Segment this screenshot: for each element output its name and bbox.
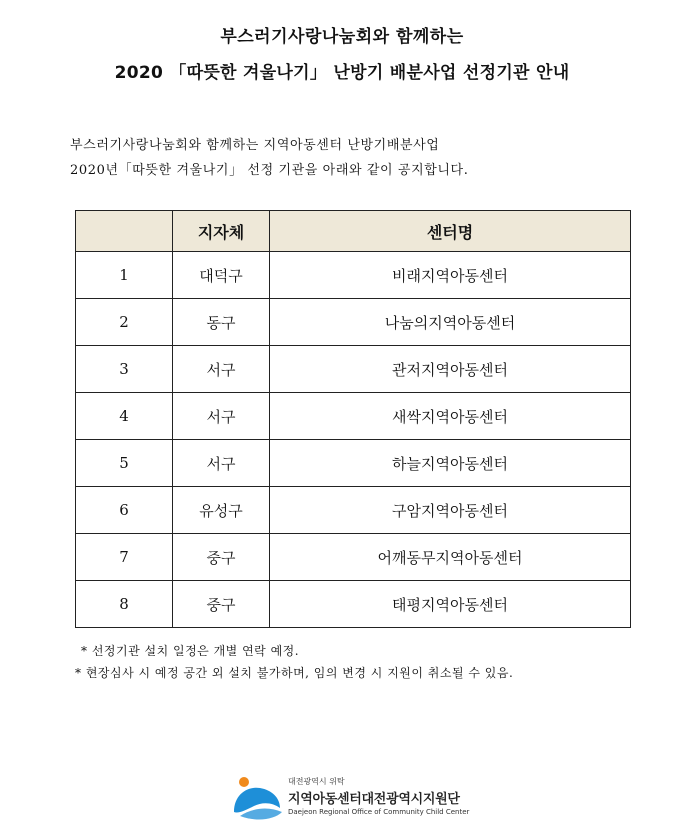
- cell-center-name: 관저지역아동센터: [270, 346, 631, 393]
- table-row: [76, 440, 631, 487]
- table-row: [76, 534, 631, 581]
- intro-line2: 2020년「따뜻한 겨울나기」 선정 기관을 아래와 같이 공지합니다.: [70, 163, 469, 178]
- cell-center-name: 어깨동무지역아동센터: [270, 534, 631, 581]
- header-district: 지자체: [173, 211, 270, 252]
- cell-number: 5: [76, 440, 173, 487]
- footnote-install-schedule: * 선정기관 설치 일정은 개별 연락 예정.: [81, 644, 300, 658]
- header-number: [76, 211, 173, 252]
- footnotes: [75, 640, 513, 684]
- document-title-line1: 부스러기사랑나눔회와 함께하는: [220, 27, 464, 47]
- table-row: [76, 487, 631, 534]
- cell-district: 동구: [173, 299, 270, 346]
- logo-emblem-icon: [230, 772, 286, 826]
- cell-number: 1: [76, 252, 173, 299]
- cell-district: 유성구: [173, 487, 270, 534]
- cell-district: 중구: [173, 534, 270, 581]
- cell-center-name: 구암지역아동센터: [270, 487, 631, 534]
- cell-center-name: 새싹지역아동센터: [270, 393, 631, 440]
- cell-center-name: 하늘지역아동센터: [270, 440, 631, 487]
- cell-center-name: 나눔의지역아동센터: [270, 299, 631, 346]
- table-row: [76, 252, 631, 299]
- cell-center-name: 태평지역아동센터: [270, 581, 631, 628]
- selected-centers-table: [75, 210, 631, 628]
- cell-center-name: 비래지역아동센터: [270, 252, 631, 299]
- cell-number: 3: [76, 346, 173, 393]
- intro-paragraph: [70, 133, 468, 183]
- cell-number: 7: [76, 534, 173, 581]
- logo-organization-name: 지역아동센터대전광역시지원단: [288, 792, 460, 807]
- cell-district: 대덕구: [173, 252, 270, 299]
- table-row: [76, 346, 631, 393]
- cell-number: 8: [76, 581, 173, 628]
- intro-line1: 부스러기사랑나눔회와 함께하는 지역아동센터 난방기배분사업: [70, 138, 440, 153]
- cell-number: 2: [76, 299, 173, 346]
- logo-english-name: Daejeon Regional Office of Community Child Center: [288, 808, 470, 816]
- cell-district: 서구: [173, 346, 270, 393]
- cell-district: 서구: [173, 440, 270, 487]
- document-title-line2: 2020 「따뜻한 겨울나기」 난방기 배분사업 선정기관 안내: [114, 63, 570, 83]
- cell-number: 4: [76, 393, 173, 440]
- header-center-name: 센터명: [270, 211, 631, 252]
- cell-number: 6: [76, 487, 173, 534]
- table-row: [76, 393, 631, 440]
- logo-subtitle: 대전광역시 위탁: [288, 777, 345, 786]
- table-header-row: [76, 211, 631, 252]
- cell-district: 중구: [173, 581, 270, 628]
- table-row: [76, 581, 631, 628]
- footnote-site-inspection: * 현장심사 시 예정 공간 외 설치 불가하며, 임의 변경 시 지원이 취소될 수 있음.: [75, 666, 514, 680]
- cell-district: 서구: [173, 393, 270, 440]
- organization-logo: [230, 770, 490, 830]
- table-row: [76, 299, 631, 346]
